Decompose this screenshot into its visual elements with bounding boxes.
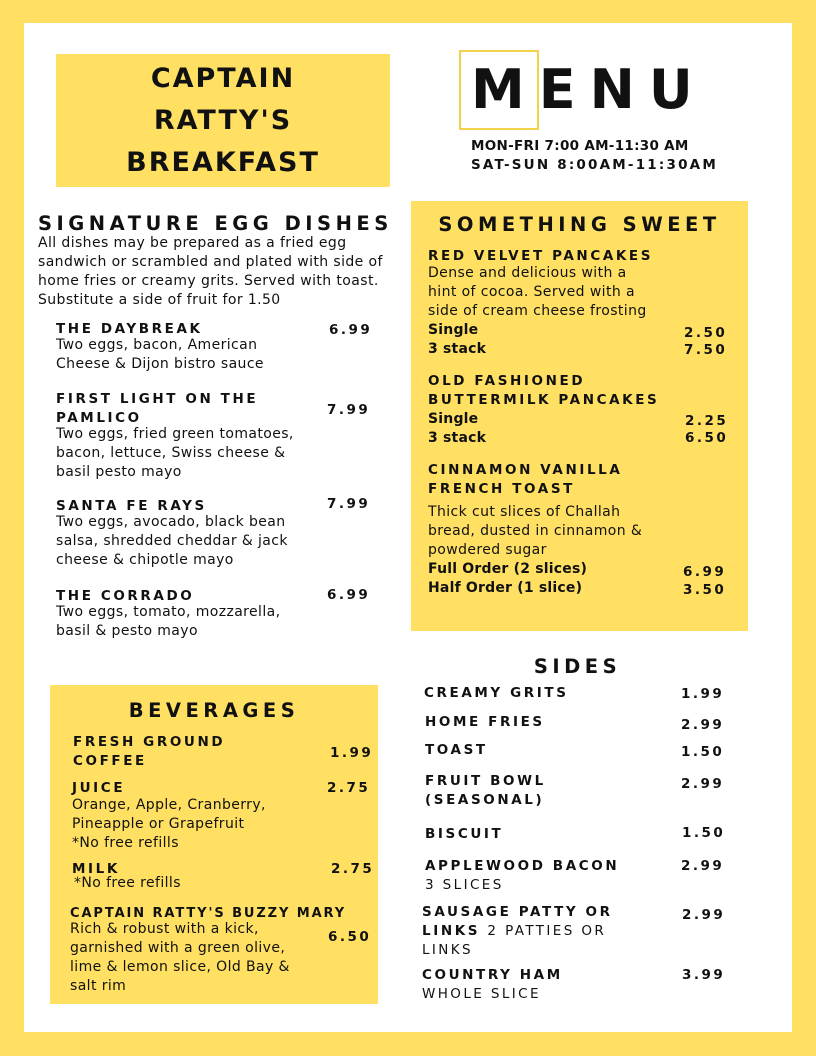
egg-dishes-heading: SIGNATURE EGG DISHES [38,212,393,235]
egg-dishes-intro: All dishes may be prepared as a fried egg sandwich or scrambled and plated with side of home fries or creamy grits. Served with toast. Substitute a side of fruit for 1.50 [38,235,383,308]
item-pamlico-desc: Two eggs, fried green tomatoes, bacon, lettuce, Swiss cheese & basil pesto mayo [56,426,294,480]
juice-note: *No free refills [72,835,179,851]
beverages-box [50,685,378,1004]
side-ham-price: 3.99 [682,967,726,983]
red-velvet-desc: Dense and delicious with a hint of cocoa. Served with a side of cream cheese frosting [428,265,647,319]
side-biscuit-price: 1.50 [682,825,726,841]
coffee-name: FRESH GROUND COFFEE [73,734,226,769]
item-santafe-name: SANTA FE RAYS [56,498,207,514]
side-sausage-name: SAUSAGE PATTY OR LINKS [422,904,613,939]
side-ham-name: COUNTRY HAM [422,967,563,983]
side-bacon-price: 2.99 [681,858,725,874]
side-grits-name: CREAMY GRITS [424,685,569,701]
title-line-2: RATTY'S [153,105,293,136]
menu-heading [471,60,707,120]
item-daybreak-price: 6.99 [329,322,373,338]
item-corrado-name: THE CORRADO [56,588,195,604]
french-toast-name-2: FRENCH TOAST [428,481,575,497]
item-daybreak-name: THE DAYBREAK [56,321,203,337]
menu-boxed-letter: M [471,58,539,121]
side-biscuit-name: BISCUIT [425,826,504,842]
buzzy-mary-price: 6.50 [328,929,372,945]
juice-price: 2.75 [327,780,371,796]
item-santafe-desc: Two eggs, avocado, black bean salsa, shredded cheddar & jack cheese & chipotle mayo [56,514,288,568]
side-fruitbowl-price: 2.99 [681,776,725,792]
red-velvet-stack-price: 7.50 [684,342,728,358]
buttermilk-stack-label: 3 stack [428,430,487,446]
buttermilk-single-price: 2.25 [685,413,729,429]
item-daybreak-desc: Two eggs, bacon, American Cheese & Dijon bistro sauce [56,337,264,372]
side-grits-price: 1.99 [681,686,725,702]
side-toast-name: TOAST [425,742,488,758]
title-box [56,54,390,187]
buzzy-mary-name: CAPTAIN RATTY'S BUZZY MARY [70,906,347,921]
milk-name: MILK [72,861,120,877]
item-pamlico-name: FIRST LIGHT ON THE PAMLICO [56,391,259,426]
milk-price: 2.75 [331,861,375,877]
menu-rest-letters: ENU [538,58,707,121]
buttermilk-single-label: Single [428,411,479,427]
french-toast-desc: Thick cut slices of Challah bread, dusted in cinnamon & powdered sugar [428,504,643,558]
french-toast-half-price: 3.50 [683,582,727,598]
buttermilk-stack-price: 6.50 [685,430,729,446]
side-homefries-price: 2.99 [681,717,725,733]
title-line-3: BREAKFAST [126,147,320,178]
title-line-1: CAPTAIN [150,63,296,94]
red-velvet-single-label: Single [428,322,479,338]
side-sausage-sub: 2 PATTIES OR LINKS [422,923,607,958]
red-velvet-single-price: 2.50 [684,325,728,341]
side-sausage-price: 2.99 [682,907,726,923]
item-pamlico-price: 7.99 [327,402,371,418]
red-velvet-stack-label: 3 stack [428,341,487,357]
menu-page [24,23,792,1032]
red-velvet-name: RED VELVET PANCAKES [428,248,654,264]
side-fruitbowl-name: FRUIT BOWL (SEASONAL) [425,773,546,808]
milk-note: *No free refills [74,875,181,891]
item-corrado-price: 6.99 [327,587,371,603]
juice-name: JUICE [72,780,126,796]
side-homefries-name: HOME FRIES [425,714,545,730]
french-toast-full-label: Full Order (2 slices) [428,561,588,577]
hours-weekend: SAT-SUN 8:00AM-11:30AM [471,157,718,173]
side-bacon-name: APPLEWOOD BACON [425,858,620,874]
something-sweet-heading: SOMETHING SWEET [438,213,721,236]
juice-desc: Orange, Apple, Cranberry, Pineapple or Grapefruit [72,797,266,832]
hours-weekday: MON-FRI 7:00 AM-11:30 AM [471,138,689,154]
french-toast-full-price: 6.99 [683,564,727,580]
buzzy-mary-desc: Rich & robust with a kick, garnished with a green olive, lime & lemon slice, Old Bay & salt rim [70,921,290,994]
restaurant-title [56,58,390,184]
side-bacon-sub: 3 SLICES [425,877,504,893]
item-corrado-desc: Two eggs, tomato, mozzarella, basil & pesto mayo [56,604,281,639]
item-santafe-price: 7.99 [327,496,371,512]
side-toast-price: 1.50 [681,744,725,760]
sides-heading: SIDES [533,655,622,678]
beverages-heading: BEVERAGES [128,699,300,722]
buttermilk-name-1: OLD FASHIONED [428,373,586,389]
side-sausage-block [422,903,644,960]
french-toast-half-label: Half Order (1 slice) [428,580,583,596]
french-toast-name-1: CINNAMON VANILLA [428,462,623,478]
buttermilk-name-2: BUTTERMILK PANCAKES [428,392,660,408]
something-sweet-box [411,201,748,631]
side-ham-sub: WHOLE SLICE [422,986,541,1002]
coffee-price: 1.99 [330,745,374,761]
